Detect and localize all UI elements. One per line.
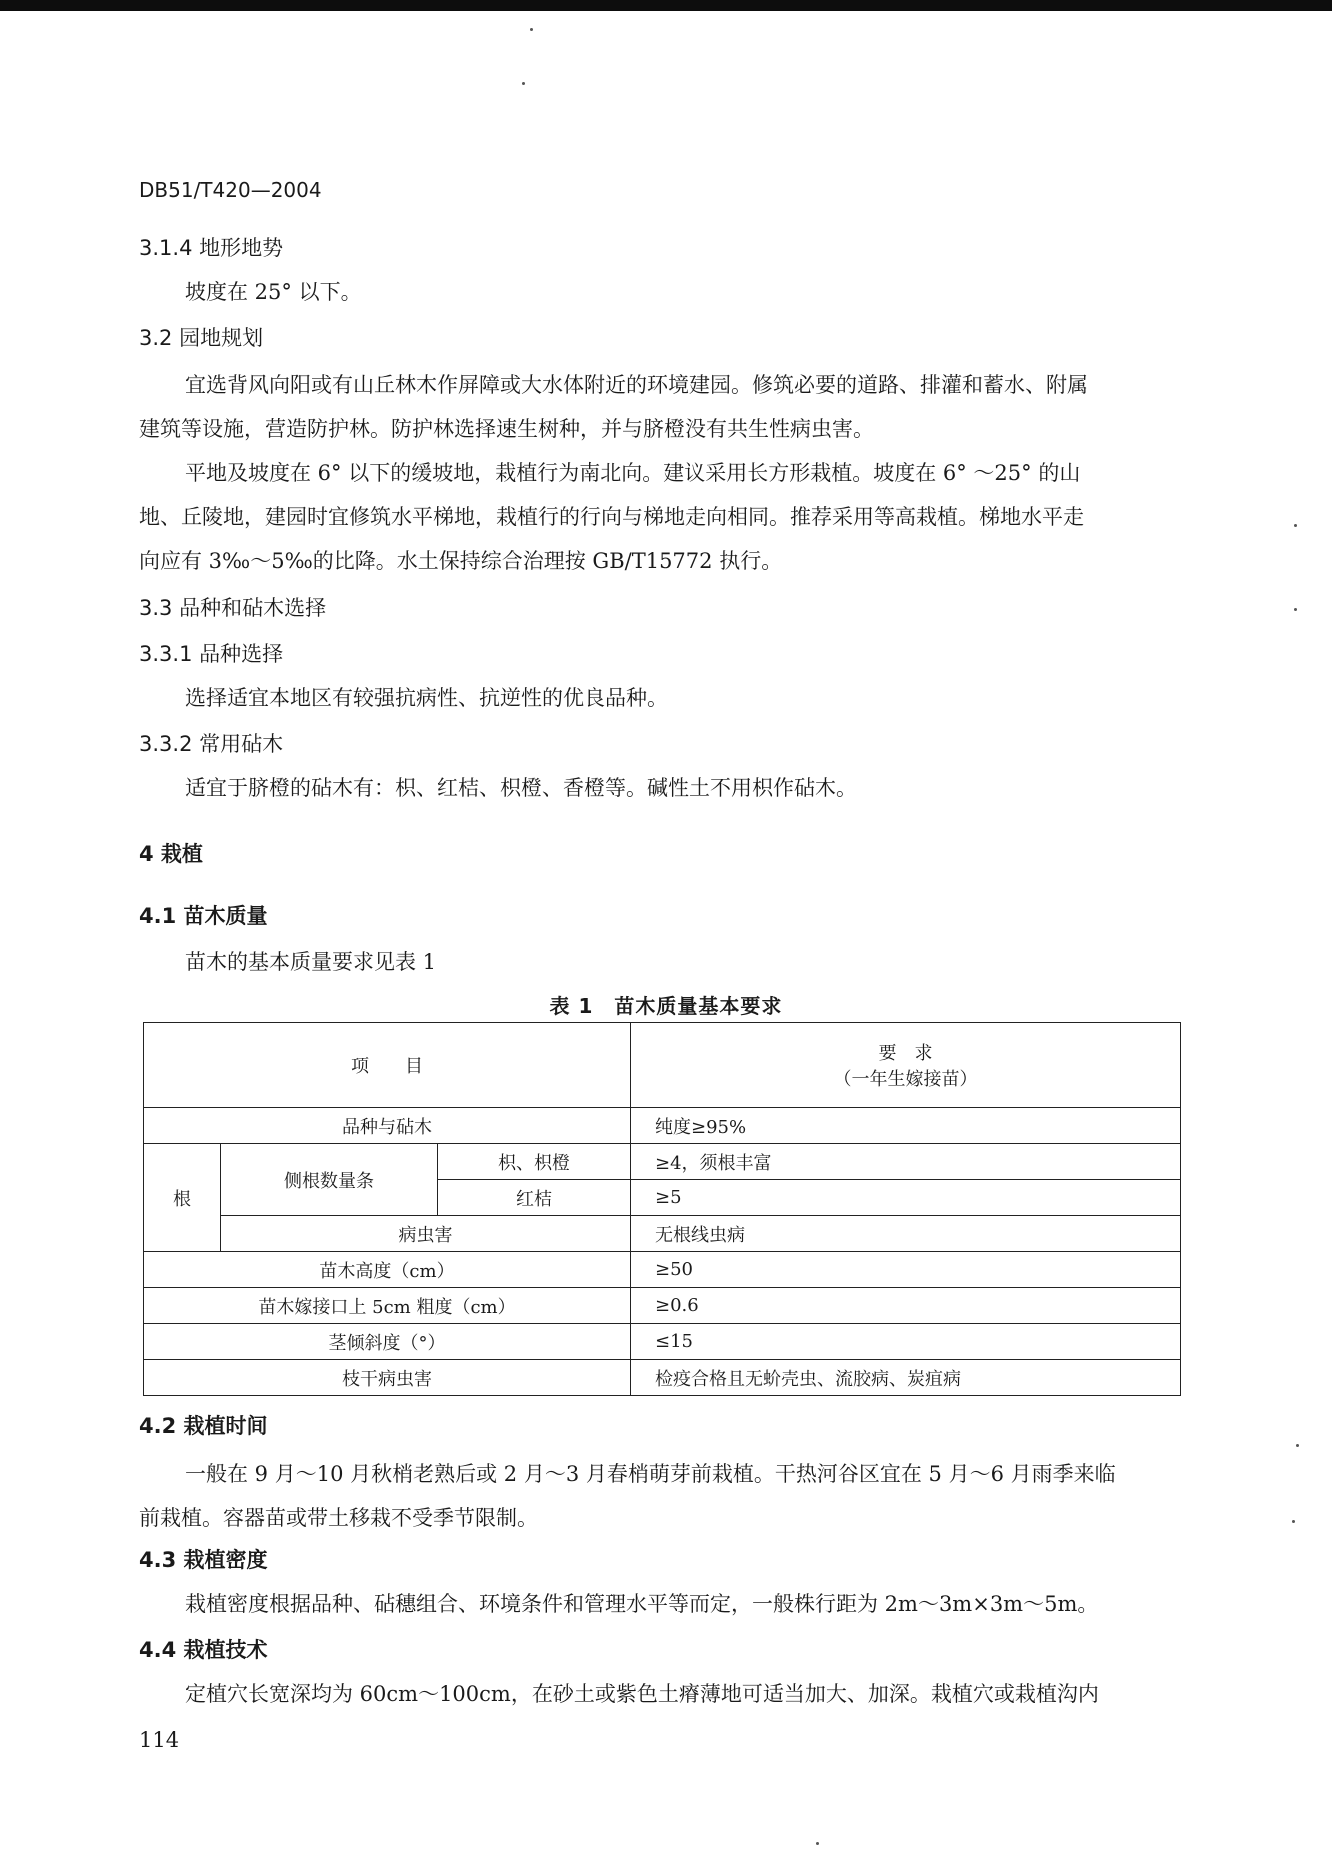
table-row [144, 1144, 1181, 1180]
heading-4-3: 4.3 栽植密度 [139, 1548, 268, 1572]
heading-3-1-4: 3.1.4 地形地势 [139, 236, 284, 260]
heading-4: 4 栽植 [139, 842, 203, 866]
text-4-1: 苗木的基本质量要求见表 1 [185, 950, 437, 974]
table-row [144, 1108, 1181, 1144]
text-3-3-1: 选择适宜本地区有较强抗病性、抗逆性的优良品种。 [185, 686, 668, 710]
text-4-4: 定植穴长宽深均为 60cm～100cm，在砂土或紫色土瘠薄地可适当加大、加深。栽植穴或栽植沟内 [185, 1682, 1099, 1706]
heading-4-4: 4.4 栽植技术 [139, 1638, 268, 1662]
header-item [144, 1023, 631, 1108]
para-line: 宜选背风向阳或有山丘林木作屏障或大水体附近的环境建园。修筑必要的道路、排灌和蓄水、附属 [185, 373, 1088, 397]
heading-4-1: 4.1 苗木质量 [139, 904, 268, 928]
row-label: 苗木嫁接口上 5cm 粗度（cm） [144, 1288, 631, 1324]
table-row [144, 1216, 1181, 1252]
table-header-row [144, 1023, 1181, 1108]
row-value: ≥50 [631, 1252, 1181, 1288]
row-label: 苗木高度（cm） [144, 1252, 631, 1288]
heading-3-3-2: 3.3.2 常用砧木 [139, 732, 284, 756]
scan-speck [816, 1842, 819, 1845]
para-line: 平地及坡度在 6° 以下的缓坡地，栽植行为南北向。建议采用长方形栽植。坡度在 6° ～25° 的山 [185, 461, 1081, 485]
table-row [144, 1360, 1181, 1396]
lateral-root-label: 侧根数量条 [221, 1144, 438, 1216]
row-label: 枳、枳橙 [438, 1144, 631, 1180]
row-value: ≥0.6 [631, 1288, 1181, 1324]
header-requirement [631, 1023, 1181, 1108]
para-line: 建筑等设施，营造防护林。防护林选择速生树种，并与脐橙没有共生性病虫害。 [139, 417, 874, 441]
table-caption: 表 1 苗木质量基本要求 [549, 994, 783, 1018]
para-3-2-a [139, 363, 1185, 451]
scan-speck [1292, 1520, 1295, 1523]
row-label: 枝干病虫害 [144, 1360, 631, 1396]
row-value: 纯度≥95% [631, 1108, 1181, 1144]
row-label: 病虫害 [221, 1216, 631, 1252]
heading-3-3: 3.3 品种和砧木选择 [139, 596, 327, 620]
top-border-rule [0, 0, 1332, 11]
scan-speck [1294, 608, 1297, 611]
header-req-label: 要 求 [878, 1043, 933, 1064]
page-number: 114 [139, 1728, 180, 1752]
doc-code-header: DB51/T420—2004 [139, 178, 322, 202]
heading-3-2: 3.2 园地规划 [139, 326, 264, 350]
table-row [144, 1288, 1181, 1324]
row-value: 检疫合格且无蚧壳虫、流胶病、炭疽病 [631, 1360, 1181, 1396]
header-item-label: 项 目 [351, 1056, 423, 1077]
para-line: 前栽植。容器苗或带土移栽不受季节限制。 [139, 1506, 538, 1530]
para-3-2-b [139, 451, 1185, 583]
scan-speck [522, 82, 525, 85]
heading-3-3-1: 3.3.1 品种选择 [139, 642, 284, 666]
row-label: 品种与砧木 [144, 1108, 631, 1144]
text-4-3: 栽植密度根据品种、砧穗组合、环境条件和管理水平等而定，一般株行距为 2m～3m×3m～5m。 [185, 1592, 1099, 1616]
table-row [144, 1324, 1181, 1360]
para-line: 地、丘陵地，建园时宜修筑水平梯地，栽植行的行向与梯地走向相同。推荐采用等高栽植。梯地水平走 [139, 505, 1084, 529]
row-value: ≥4，须根丰富 [631, 1144, 1181, 1180]
text-3-3-2: 适宜于脐橙的砧木有：枳、红桔、枳橙、香橙等。碱性土不用枳作砧木。 [185, 776, 857, 800]
header-req-sub: （一年生嫁接苗） [833, 1069, 978, 1090]
scan-speck [1296, 1444, 1299, 1447]
seedling-quality-table [143, 1022, 1181, 1396]
scan-speck [1294, 524, 1297, 527]
root-group-label: 根 [144, 1144, 221, 1252]
row-label: 红桔 [438, 1180, 631, 1216]
para-4-2 [139, 1452, 1185, 1540]
row-value: ≥5 [631, 1180, 1181, 1216]
row-label: 茎倾斜度（°） [144, 1324, 631, 1360]
heading-4-2: 4.2 栽植时间 [139, 1414, 268, 1438]
scan-speck [530, 28, 533, 31]
para-line: 一般在 9 月～10 月秋梢老熟后或 2 月～3 月春梢萌芽前栽植。干热河谷区宜在 5 月～6 月雨季来临 [185, 1462, 1116, 1486]
table-row [144, 1252, 1181, 1288]
text-3-1-4: 坡度在 25° 以下。 [185, 280, 362, 304]
row-value: ≤15 [631, 1324, 1181, 1360]
row-value: 无根线虫病 [631, 1216, 1181, 1252]
para-line: 向应有 3‰～5‰的比降。水土保持综合治理按 GB/T15772 执行。 [139, 549, 783, 573]
